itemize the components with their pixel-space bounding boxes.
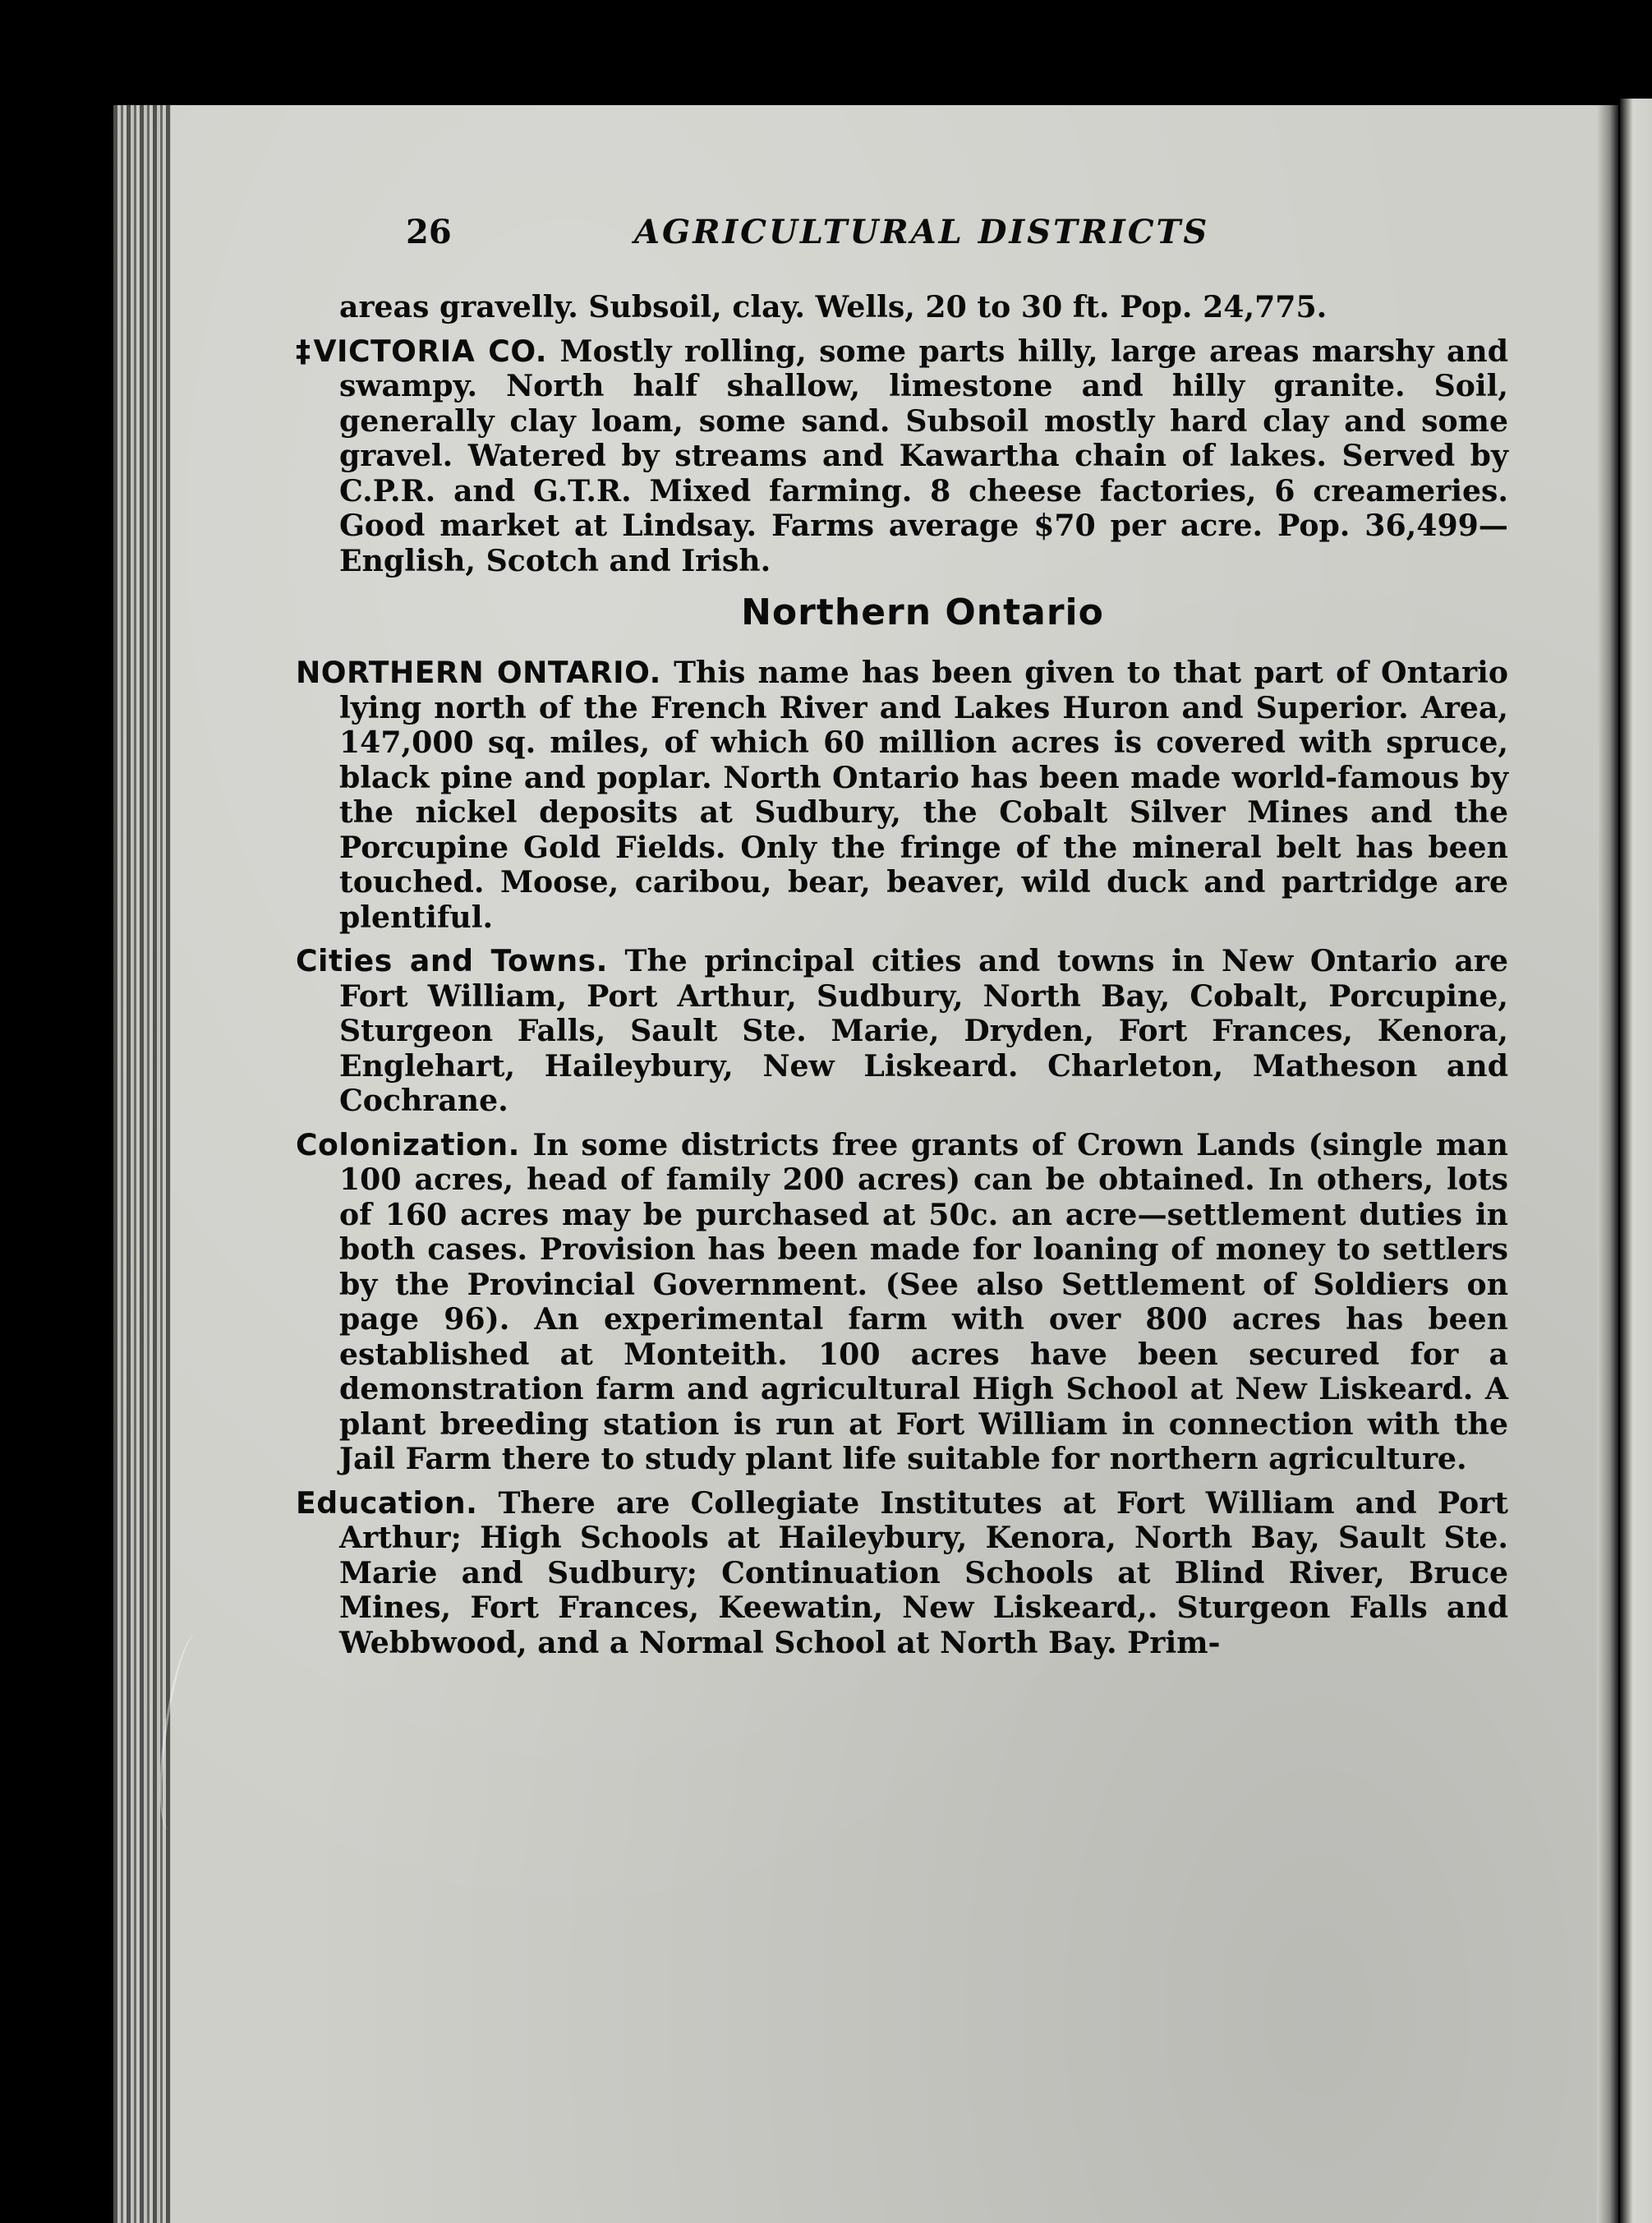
running-head-area xyxy=(296,215,1507,268)
entry-education xyxy=(296,1486,1508,1661)
entry-text: This name has been given to that part of Ontario lying north of the French River and Lakes Huron and Superior. Area, 147,000 sq. miles, of which 60 million acres is covered with spruce, black pine and poplar. North Ontario has been made world-famous by the nickel deposits at Sudbury, the Cobalt Silver Mines and the Porcupine Gold Fields. Only the fringe of the mineral belt has been touched. Moose, caribou, bear, beaver, wild duck and partridge are plentiful. xyxy=(339,655,1509,935)
paragraph-text: areas gravelly. Subsoil, clay. Wells, 20 to 30 ft. Pop. 24,775. xyxy=(339,289,1328,324)
entry-text: In some districts free grants of Crown Lands (single man 100 acres, head of family 200 acres) can be obtained. In others, lots of 160 acres may be purchased at 50c. an acre—settlement duties in both cases. Provision has been made for loaning of money to settlers by the Provincial Government. (See also Settlement of Soldiers on page 96). An experimental farm with over 800 acres has been established at Monteith. 100 acres have been secured for a demonstration farm and agricultural High School at New Liskeard. A plant breeding station is run at Fort William in connection with the Jail Farm there to study plant life suitable for northern agriculture. xyxy=(339,1126,1508,1476)
entry-lead: ‡VICTORIA CO. xyxy=(296,333,548,369)
entry-northern-ontario xyxy=(296,656,1508,935)
page-number: 26 xyxy=(406,213,452,251)
entry-colonization xyxy=(296,1128,1508,1477)
running-head xyxy=(296,215,1507,268)
entry-text: Mostly rolling, some parts hilly, large areas marshy and swampy. North half shallow, limestone and hilly granite. Soil, generally clay loam, some sand. Subsoil mostly hard clay and some gravel. Watered by streams and Kawartha chain of lakes. Served by C.P.R. and G.T.R. Mixed farming. 8 cheese factories, 6 creameries. Good market at Lindsay. Farms average $70 per acre. Pop. 36,499—English, Scotch and Irish. xyxy=(339,333,1509,578)
entry-text: There are Collegiate Institutes at Fort William and Port Arthur; High Schools at Haileybury, Kenora, North Bay, Sault Ste. Marie and Sudbury; Continuation Schools at Blind River, Bruce Mines, Fort Frances, Keewatin, New Liskeard,. Sturgeon Falls and Webbwood, and a Normal School at North Bay. Prim- xyxy=(339,1484,1508,1660)
section-heading: Northern Ontario xyxy=(741,591,1104,633)
entry-lead: NORTHERN ONTARIO. xyxy=(296,655,661,690)
entry-lead: Colonization. xyxy=(296,1126,520,1162)
entry-cities-and-towns xyxy=(296,944,1508,1119)
page-right-edge xyxy=(1597,105,1618,2223)
running-title: AGRICULTURAL DISTRICTS xyxy=(634,213,1210,251)
page-body xyxy=(296,290,1508,1669)
page-gutter-edges xyxy=(113,105,171,2223)
entry-lead: Education. xyxy=(296,1484,478,1521)
entry-lead: Cities and Towns. xyxy=(296,943,608,978)
entry-text: The principal cities and towns in New Ontario are Fort William, Port Arthur, Sudbury, North Bay, Cobalt, Porcupine, Sturgeon Falls, Sault Ste. Marie, Dryden, Fort Frances, Kenora, Englehart, Haileybury, New Liskeard. Charleton, Matheson and Cochrane. xyxy=(339,943,1508,1118)
entry-victoria-co xyxy=(296,334,1508,579)
next-page-edge xyxy=(1620,99,1652,2223)
continued-paragraph xyxy=(296,290,1508,325)
